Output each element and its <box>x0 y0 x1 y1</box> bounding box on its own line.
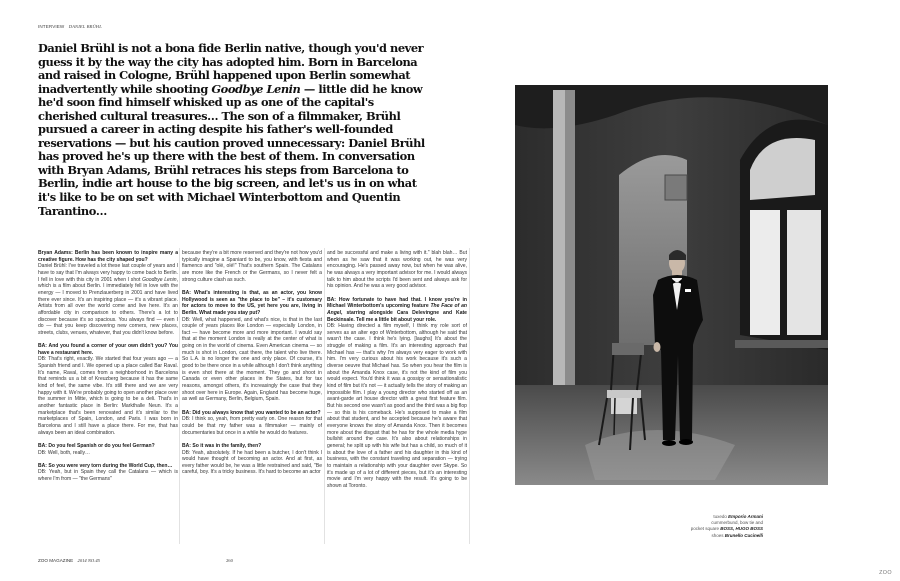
standfirst-part1: Daniel Brühl is not a bona fide Berlin native, though you'd never guess it by the way the city has adopted him. Born in Barcelona and raised in Cologne, Brühl happened upon Berlin somewhat inadvertently while shooting <box>38 41 424 96</box>
credit-line <box>691 533 763 539</box>
photo-window-sill <box>735 340 828 348</box>
credit-label: cummerbund, bow tie and <box>711 520 763 526</box>
qa-block <box>38 443 178 456</box>
question: BA: And you found a corner of your own didn't you? You have a restaurant here. <box>38 343 178 356</box>
standfirst-film-title: Goodbye Lenin <box>211 81 301 96</box>
photo-pillar-shade <box>565 90 575 420</box>
answer: DB: Yeah, but in Spain they call the Catalans — which is where I'm from — "the Germans" <box>38 469 178 483</box>
qa-block <box>182 250 322 283</box>
text-column-1 <box>38 250 178 545</box>
portrait-photograph <box>515 85 828 485</box>
folio-logo: ZOO <box>879 570 892 576</box>
credit-label: tuxedo <box>713 514 729 519</box>
answer: DB: Having directed a film myself, I think my role sort of serves as an alter ego of Winterbottom, although he said that wasn't the case. I think he's lying. [laughs] It's about the struggle of making a film. It's an interesting approach that Michael has — that's why I'm always very eager to work with him. I'm very curious about his work because it's such a diverse oeuvre that Michael has. So when you hear the film is about the Amanda Knox case, it's not the kind of film you would expect. You'd think it was a gossipy or sensationalistic kind of film but it's not — it actually tells the story of making an impossible film. I play a young director who started off as an avant-garde art house director with a great first feature film. But his second one wasn't as good and the third was a big flop — so this is his comeback. He's supposed to make a film about that student, and he accepted because he's aware that everyone knows the story of Amanda Knox. Then it becomes more about the disgust that he has for the whole media hype bullshit around the case. It's also about relationships in general; he split up with his wife but has a child, so much of it is about the love of a father and his daughter in this kind of business, with the constant traveling and separation — trying to maintain a relationship with your daughter over Skype. So it's made up of a lot of different pieces, but it's an interesting movie and I'm very happy with the result. It's going to be shown at Toronto. <box>327 323 467 489</box>
column-divider <box>324 248 325 544</box>
column-divider <box>469 248 470 544</box>
answer: DB: Well, what happened, and what's nice, is that in the last couple of years places like London — especially London, in fact — have become more and more important. I would say that at the moment London is really at the center of what is going on in the world of cinema. Even American cinema — so much is shot in London, cast there, the talent who live there. So L.A. is no longer the one and only place. Of course, it's good to be there once in a while although I don't think anything is even shot there at the moment. They go and shoot in Canada or even other places in the States, but for tax reasons, amongst others, it's increasingly the case that they shoot over here in Europe. Again, England has become huge, as well as Germany, Berlin, Belgium, Spain. <box>182 316 322 403</box>
answer: DB: That's right, exactly. We started that four years ago — a Spanish friend and I. We opened up a place called Bar Raval. It's name, Raval, comes from a neighborhood in Barcelona that reminds us a bit of Kreuzberg because it has the same kind of feel, the same vibe. It's still there and we are very happy with it. We're probably going to open another place over the summer in Mitte, which is going to be a deli. That's in another fantastic place in Berlin: Markthalle Neun. It's a marketplace that's been renovated and it's similar to the marketplaces of Spain, London, and Paris. I was born in Barcelona and I still have a place there. For me, that has always been an ideal combination. <box>38 356 178 436</box>
question-text: , starring alongside Cara Delevingne and Kate Beckinsale. Tell me a little bit about your role. <box>327 309 467 323</box>
question-film-title: The Face of an Angel <box>327 303 467 316</box>
running-head-section: INTERVIEW <box>38 24 65 29</box>
credit-brand: BOSS, HUGO BOSS <box>720 526 763 532</box>
question: BA: Do you feel Spanish or do you feel German? <box>38 442 155 449</box>
question: BA: So it was in the family, then? <box>182 442 262 449</box>
answer: DB: Well, both, really… <box>38 449 91 456</box>
qa-block <box>38 343 178 436</box>
magazine-name: ZOO MAGAZINE <box>38 558 74 563</box>
answer-text: Daniel Brühl: I've traveled a lot these last couple of years and I have to say that I'm always very happy to come back to Berlin. I fell in love with this city in 2001 when I shot <box>38 263 178 283</box>
interview-body <box>38 250 468 545</box>
qa-block <box>38 250 178 337</box>
answer: DB: Yeah, absolutely. If he had been a butcher, I don't think I would have thought of becoming an actor. And at first, as every father would be, he was a little restrained and said, "Be careful, boy. It's a tricky business. It's hard to become an actor <box>182 449 322 476</box>
standfirst <box>38 42 428 218</box>
answer-text: , which is a film about Berlin. I immediately fell in love with the energy — I moved to Prenzlauerberg in 2001 and have lived there ever since. It's an inspiring place — it's a vibrant place. Artists from all over the world come and live here. It's an affordable city in comparison to others. There's a lot to discover because it's so spacious. You always find — even I do — that you keep discovering new corners, new places, streets, clubs, venues, whatever, that you didn't know before. <box>38 276 178 336</box>
footer-magazine <box>38 558 100 563</box>
running-head-name: DANIEL BRÜHL <box>68 24 102 29</box>
fashion-credits <box>691 514 763 539</box>
answer: DB: I think so, yeah, from pretty early on. One reason for that could be that my father was a filmmaker — mainly of documentaries but once in a while he would do features. <box>182 416 322 436</box>
credit-brand: Emporio Armani <box>728 514 763 519</box>
question: BA: What's interesting is that, as an actor, you know Hollywood is seen as "the place to be" – it's customary for actors to move to the US, yet here you are, living in Berlin. What made you stay put? <box>182 289 322 316</box>
qa-block <box>182 290 322 403</box>
text-column-3 <box>327 250 467 545</box>
credit-label: pocket square <box>690 526 721 532</box>
running-head <box>38 24 102 29</box>
issue-number: 2014 NO.45 <box>77 558 100 563</box>
standfirst-part2: — little did he know he'd soon find himself whisked up as one of the capital's cherished cultural treasures… The son of a filmmaker, Brühl pursued a career in acting despite his father's well-founded reservations — but his caution proved unnecessary: Daniel Brühl has proved he's up there with the best of them. In conversation with Bryan Adams, Brühl retraces his steps from Barcelona to Berlin, indie art house to the big screen, and let's us in on what it's like to be on set with Michael Winterbottom and Quentin Tarantino… <box>38 81 425 218</box>
photo-alcove-frame <box>665 175 687 200</box>
question: BA: So you were very torn during the World Cup, then… <box>38 462 173 469</box>
photo-window-lower <box>750 210 780 335</box>
qa-block <box>327 250 467 290</box>
page-number: 260 <box>226 558 233 563</box>
credit-brand: Brunello Cucinelli <box>724 532 763 538</box>
qa-block <box>182 443 322 476</box>
credit-label: shoes <box>711 532 725 538</box>
answer: and be successful and make a living with it." blah blah… But when as he saw that it was working out, he was very encouraging. He's passed away now, but when he was alive, he was always a very important advisor for me. I would always talk to him about the scripts I'd been sent and always ask for his opinion. And he was a very good advisor. <box>327 250 467 290</box>
question-text: BA: How fortunate to have had that. I know you're in Michael Winterbottom's upcoming feature <box>327 296 467 310</box>
text-column-2 <box>182 250 322 545</box>
qa-block <box>182 410 322 437</box>
question: Bryan Adams: Berlin has been known to inspire many a creative figure. How has the city shaped you? <box>38 250 178 263</box>
column-divider <box>179 248 180 544</box>
qa-block <box>38 463 178 483</box>
qa-block <box>327 297 467 490</box>
answer-film-title: Goodbye Lenin <box>142 276 177 283</box>
answer <box>38 263 178 336</box>
answer: because they're a bit more reserved and they're not how you'd typically imagine a Spaniard to be, you know, with fiesta and flamenco and "olé, olé!" That's southern Spain. The Catalans are more like the French or the Germans, so I never felt a strong culture clash as such. <box>182 250 322 283</box>
question <box>327 297 467 324</box>
question: BA: Did you always know that you wanted to be an actor? <box>182 409 321 416</box>
photo-window-lower-right <box>787 210 821 335</box>
photograph-icon <box>515 85 828 485</box>
